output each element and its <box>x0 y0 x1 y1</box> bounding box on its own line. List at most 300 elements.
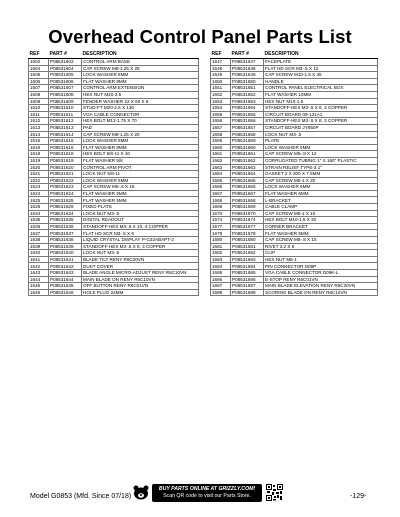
part-number-cell: P08531614 <box>49 131 82 138</box>
description-cell: FLAT WASHER 8MM <box>82 78 199 85</box>
part-number-cell: P08531677 <box>231 223 264 230</box>
header-part: PART # <box>49 52 82 59</box>
table-row <box>29 197 199 204</box>
description-cell: MAIN BLADE ON RENY R6C10VN <box>82 276 199 283</box>
part-number-cell: P08531618 <box>49 151 82 158</box>
ref-cell: 1652 <box>211 91 231 98</box>
page-title: Overhead Control Panel Parts List <box>48 26 352 47</box>
description-cell: LOCK WASHER 5MM <box>82 177 199 184</box>
part-number-cell: P08531686 <box>231 276 264 283</box>
description-cell: CAP SCREW M8-1.25 X 25 <box>82 65 199 72</box>
description-cell: VGA CABLE CONNECTOR <box>82 111 199 118</box>
description-cell: CAP SCREW M5-.8 X 10 <box>264 237 378 244</box>
ref-cell: 1646 <box>29 289 49 296</box>
part-number-cell: P08531668 <box>231 197 264 204</box>
table-row <box>211 98 378 105</box>
description-cell: HOLE PLUG 22MM <box>82 289 199 296</box>
ref-cell: 1669 <box>211 204 231 211</box>
header-description: DESCRIPTION <box>82 52 199 59</box>
part-number-cell: P08531611 <box>49 111 82 118</box>
description-cell: FLAT HD SCR M3-.5 X 12 <box>264 65 378 72</box>
description-cell: STRAIN RELIEF TYPE-3 1" <box>264 164 378 171</box>
ref-cell: 1648 <box>211 65 231 72</box>
table-row <box>29 98 199 105</box>
ref-cell: 1656 <box>211 118 231 125</box>
part-number-cell: P08531656 <box>231 118 264 125</box>
part-number-cell: P08531622 <box>49 177 82 184</box>
ref-cell: 1638 <box>29 237 49 244</box>
part-number-cell: P08531651 <box>231 85 264 92</box>
ref-cell: 1611 <box>29 111 49 118</box>
table-row <box>29 85 199 92</box>
table-row <box>211 151 378 158</box>
ref-cell: 1687 <box>211 283 231 290</box>
description-cell: FLAT WASHER 5MM <box>82 197 199 204</box>
description-cell: CONTROL ARM EXTENSION <box>82 85 199 92</box>
ref-cell: 1680 <box>211 237 231 244</box>
ref-cell: 1613 <box>29 124 49 131</box>
description-cell: CIRCUIT BOARD 09-131A1 <box>264 111 378 118</box>
table-row <box>211 124 378 131</box>
table-row <box>29 223 199 230</box>
part-number-cell: P08531638 <box>49 237 82 244</box>
ref-cell: 1668 <box>211 197 231 204</box>
part-number-cell: P08531665 <box>231 177 264 184</box>
part-number-cell: P08531606 <box>49 78 82 85</box>
table-row <box>29 204 199 211</box>
ref-cell: 1602 <box>29 59 49 66</box>
description-cell: BLADE TILT RENY R6C20VN <box>82 256 199 263</box>
ref-cell: 1654 <box>211 105 231 112</box>
description-cell: CAP SCREW M6-1 X 10 <box>264 210 378 217</box>
part-number-cell: P08531661 <box>231 151 264 158</box>
ref-cell: 1637 <box>29 230 49 237</box>
ref-cell: 1658 <box>211 131 231 138</box>
ref-cell: 1678 <box>211 230 231 237</box>
description-cell: LOCK WASHER 5MM <box>264 144 378 151</box>
table-row <box>211 59 378 66</box>
description-cell: LOCK WASHER 8MM <box>82 138 199 145</box>
description-cell: STANDOFF-HEX M3-.5 X 8, 3 COPPER <box>264 118 378 125</box>
part-number-cell: P08531664 <box>231 171 264 178</box>
ref-cell: 1685 <box>211 270 231 277</box>
ref-cell: 1662 <box>211 157 231 164</box>
ref-cell: 1607 <box>29 85 49 92</box>
ref-cell: 1645 <box>29 283 49 290</box>
header-ref: REF <box>29 52 49 59</box>
description-cell: HEX BOLT M10-1.5 X 30 <box>264 217 378 224</box>
ref-cell: 1665 <box>211 177 231 184</box>
header-ref: REF <box>211 52 231 59</box>
part-number-cell: P08531612 <box>49 118 82 125</box>
ref-cell: 1621 <box>29 171 49 178</box>
description-cell: CAP SCREW M10-1.5 X 45 <box>264 72 378 79</box>
part-number-cell: P08531626 <box>49 204 82 211</box>
part-number-cell: P08531609 <box>49 98 82 105</box>
description-cell: LOCK WASHER 8MM <box>82 72 199 79</box>
table-row <box>29 91 199 98</box>
description-cell: DIGITAL READOUT <box>82 217 199 224</box>
part-number-cell: P08531653 <box>231 98 264 105</box>
description-cell: CORNER BRACKET <box>264 223 378 230</box>
description-cell: CLIP <box>264 250 378 257</box>
table-row <box>29 124 199 131</box>
ref-cell: 1609 <box>29 98 49 105</box>
description-cell: OFF BUTTON RENY R6C01VN <box>82 283 199 290</box>
part-number-cell: P08531621 <box>49 171 82 178</box>
table-row <box>29 118 199 125</box>
description-cell: PAD <box>82 124 199 131</box>
table-row <box>211 131 378 138</box>
footer-model: Model G0853 (Mfd. Since 07/18) <box>30 493 132 500</box>
table-row <box>29 59 199 66</box>
ref-cell: 1642 <box>29 263 49 270</box>
table-row <box>211 223 378 230</box>
table-row <box>211 243 378 250</box>
ref-cell: 1639 <box>29 243 49 250</box>
ref-cell: 1608 <box>29 91 49 98</box>
table-row <box>29 138 199 145</box>
part-number-cell: P08531641 <box>49 256 82 263</box>
table-row <box>211 105 378 112</box>
ref-cell: 1626 <box>29 204 49 211</box>
part-number-cell: P08531605 <box>49 72 82 79</box>
description-cell: BLADE ANGLE MICRO-ADJUST RENY R6C10VN <box>82 270 199 277</box>
description-cell: FLAT WASHER 5MM <box>82 190 199 197</box>
table-row <box>29 184 199 191</box>
part-number-cell: P08531683 <box>231 256 264 263</box>
table-row <box>211 164 378 171</box>
part-number-cell: P08531623 <box>49 184 82 191</box>
table-row <box>211 197 378 204</box>
part-number-cell: P08531635 <box>49 217 82 224</box>
banner-line-2: Scan QR code to visit our Parts Store. <box>163 492 251 499</box>
part-number-cell: P08531639 <box>49 243 82 250</box>
part-number-cell: P08531637 <box>49 230 82 237</box>
description-cell: STANDOFF-HEX M3-.5 X 10, 4 COPPER <box>82 223 199 230</box>
part-number-cell: P08531650 <box>231 78 264 85</box>
ref-cell: 1625 <box>29 197 49 204</box>
table-row <box>211 157 378 164</box>
table-row <box>29 217 199 224</box>
description-cell: FACEPLATE <box>264 59 378 66</box>
table-row <box>29 144 199 151</box>
description-cell: FLAT WASHER 6MM <box>264 190 378 197</box>
description-cell: CONTROL ARM BASE <box>82 59 199 66</box>
table-row <box>211 171 378 178</box>
part-number-cell: P08531649 <box>231 72 264 79</box>
part-number-cell: P08531602 <box>49 59 82 66</box>
description-cell: CORRUGATED TUBING 1" X 160" PLASTIC <box>264 157 378 164</box>
table-row <box>211 78 378 85</box>
ref-cell: 1606 <box>29 78 49 85</box>
table-row <box>211 177 378 184</box>
part-number-cell: P08531640 <box>49 250 82 257</box>
part-number-cell: P08531616 <box>49 144 82 151</box>
description-cell: DUST COVER <box>82 263 199 270</box>
table-row <box>29 230 199 237</box>
part-number-cell: P08531607 <box>49 85 82 92</box>
ref-cell: 1663 <box>211 164 231 171</box>
table-row <box>29 171 199 178</box>
ref-cell: 1677 <box>211 223 231 230</box>
page-number: -129- <box>350 493 367 500</box>
ref-cell: 1619 <box>29 157 49 164</box>
ref-cell: 1623 <box>29 184 49 191</box>
description-cell: LOCK NUT M3-.5 <box>82 250 199 257</box>
ref-cell: 1612 <box>29 118 49 125</box>
table-row <box>29 157 199 164</box>
ref-cell: 1661 <box>211 151 231 158</box>
ref-cell: 1624 <box>29 190 49 197</box>
description-cell: HEX NUT M10-1.5 <box>264 98 378 105</box>
part-number-cell: P08531669 <box>231 204 264 211</box>
part-number-cell: P08531634 <box>49 210 82 217</box>
ref-cell: 1664 <box>211 171 231 178</box>
table-row <box>211 204 378 211</box>
parts-table-right-body <box>211 59 378 296</box>
part-number-cell: P08531646 <box>49 289 82 296</box>
ref-cell: 1614 <box>29 131 49 138</box>
table-row <box>211 138 378 145</box>
table-row <box>211 190 378 197</box>
part-number-cell: P08531655 <box>231 111 264 118</box>
table-row <box>211 256 378 263</box>
header-description: DESCRIPTION <box>264 52 378 59</box>
description-cell: FIXED PLATE <box>82 204 199 211</box>
ref-cell: 1644 <box>29 276 49 283</box>
part-number-cell: P08531667 <box>231 190 264 197</box>
description-cell: HEX BOLT M12-1.75 X 70 <box>82 118 199 125</box>
table-row <box>211 263 378 270</box>
description-cell: CAP SCREW M5-.8 X 16 <box>82 184 199 191</box>
description-cell: FLAT WASHER 8MM <box>82 144 199 151</box>
description-cell: CONTROL ARM PIVOT <box>82 164 199 171</box>
part-number-cell: P08531654 <box>231 105 264 112</box>
ref-cell: 1622 <box>29 177 49 184</box>
part-number-cell: P08531666 <box>231 184 264 191</box>
description-cell: CONTROL PANEL ELECTRICAL BOX <box>264 85 378 92</box>
ref-cell: 1604 <box>29 65 49 72</box>
description-cell: FLAT WASHER 5MM <box>264 230 378 237</box>
ref-cell: 1635 <box>29 217 49 224</box>
description-cell: HEX BOLT 5/8-11 X 10 <box>82 151 199 158</box>
ref-cell: 1618 <box>29 151 49 158</box>
ref-cell: 1636 <box>29 223 49 230</box>
description-cell: E-STOP RENY R6C01VN <box>264 276 378 283</box>
ref-cell: 1634 <box>29 210 49 217</box>
table-row <box>29 131 199 138</box>
table-row <box>211 144 378 151</box>
description-cell: L-BRACKET <box>264 197 378 204</box>
ref-cell: 1651 <box>211 85 231 92</box>
table-row <box>29 276 199 283</box>
part-number-cell: P08531687 <box>231 283 264 290</box>
part-number-cell: P08531678 <box>231 230 264 237</box>
table-row <box>211 276 378 283</box>
description-cell: HEX NUT M20-2.5 <box>82 91 199 98</box>
description-cell: HEX NUT M6-1 <box>264 256 378 263</box>
ref-cell: 1650 <box>211 78 231 85</box>
description-cell: STANDOFF-HEX M3-.5 X 8, 3 COPPER <box>264 105 378 112</box>
part-number-cell: P08531674 <box>231 217 264 224</box>
buy-parts-banner[interactable] <box>152 484 262 502</box>
part-number-cell: P08531648 <box>231 65 264 72</box>
table-row <box>211 230 378 237</box>
table-row <box>29 65 199 72</box>
table-row <box>211 237 378 244</box>
table-row <box>29 237 199 244</box>
part-number-cell: P08531647 <box>231 59 264 66</box>
description-cell: PIN CONNECTOR D09P <box>264 263 378 270</box>
ref-cell: 1653 <box>211 98 231 105</box>
part-number-cell: P08531624 <box>49 190 82 197</box>
description-cell: LOCK NUT M3-.5 <box>264 131 378 138</box>
description-cell: CAP SCREW M8-1.25 X 20 <box>82 131 199 138</box>
table-row <box>211 91 378 98</box>
part-number-cell: P08531615 <box>49 138 82 145</box>
table-row <box>29 263 199 270</box>
description-cell: MAIN BLADE ELEVATION RENY R6C20VN <box>264 283 378 290</box>
part-number-cell: P08531660 <box>231 144 264 151</box>
description-cell: LOCK NUT 5/8-11 <box>82 171 199 178</box>
header-part: PART # <box>231 52 264 59</box>
description-cell: FENDER WASHER 22 X 60 X 8 <box>82 98 199 105</box>
table-row <box>211 283 378 290</box>
table-row <box>29 72 199 79</box>
qr-code-icon[interactable] <box>266 484 283 501</box>
ref-cell: 1647 <box>211 59 231 66</box>
description-cell: GASKET 2 X 300 X 7.5MM <box>264 171 378 178</box>
parts-table-right <box>210 52 378 296</box>
part-number-cell: P08531681 <box>231 243 264 250</box>
table-row <box>29 283 199 290</box>
part-number-cell: P08531643 <box>49 270 82 277</box>
ref-cell: 1616 <box>29 144 49 151</box>
ref-cell: 1681 <box>211 243 231 250</box>
table-row <box>29 78 199 85</box>
parts-table-left <box>28 52 199 296</box>
ref-cell: 1657 <box>211 124 231 131</box>
table-row <box>211 184 378 191</box>
ref-cell: 1667 <box>211 190 231 197</box>
description-cell: SCORING BLADE ON RENY R6C10VN <box>264 289 378 296</box>
ref-cell: 1615 <box>29 138 49 145</box>
table-row <box>211 111 378 118</box>
table-row <box>29 250 199 257</box>
part-number-cell: P08531642 <box>49 263 82 270</box>
description-cell: LIQUID CRYSTAL DISPLAY P-G32ABAPT-2 <box>82 237 199 244</box>
ref-cell: 1686 <box>211 276 231 283</box>
table-row <box>29 105 199 112</box>
part-number-cell: P08531604 <box>49 65 82 72</box>
part-number-cell: P08531613 <box>49 124 82 131</box>
description-cell: FLAT WASHER 5/8 <box>82 157 199 164</box>
table-row <box>29 190 199 197</box>
table-row <box>29 289 199 296</box>
description-cell: FLAT WASHER 10MM <box>264 91 378 98</box>
part-number-cell: P08531657 <box>231 124 264 131</box>
part-number-cell: P08531663 <box>231 164 264 171</box>
description-cell: VGA CABLE CONNECTOR D09K-L <box>264 270 378 277</box>
description-cell: STUD-FT M20-2.5 X 130 <box>82 105 199 112</box>
part-number-cell: P08531685 <box>231 270 264 277</box>
parts-table-left-body <box>29 59 199 296</box>
table-row <box>29 210 199 217</box>
ref-cell: 1666 <box>211 184 231 191</box>
part-number-cell: P08531688 <box>231 289 264 296</box>
ref-cell: 1674 <box>211 217 231 224</box>
table-row <box>211 217 378 224</box>
table-row <box>211 250 378 257</box>
part-number-cell: P08531680 <box>231 237 264 244</box>
ref-cell: 1682 <box>211 250 231 257</box>
part-number-cell: P08531684 <box>231 263 264 270</box>
description-cell: STANDOFF-HEX M3-.5 X 8, 3 COPPER <box>82 243 199 250</box>
table-row <box>211 289 378 296</box>
description-cell: RIVET 3.2 X 6 <box>264 243 378 250</box>
ref-cell: 1605 <box>29 72 49 79</box>
banner-line-1: BUY PARTS ONLINE AT GRIZZLY.COM! <box>158 486 256 492</box>
table-row <box>211 65 378 72</box>
table-row <box>211 85 378 92</box>
table-row <box>29 270 199 277</box>
ref-cell: 1655 <box>211 111 231 118</box>
table-row <box>211 270 378 277</box>
part-number-cell: P08531636 <box>49 223 82 230</box>
part-number-cell: P08531625 <box>49 197 82 204</box>
part-number-cell: P08531670 <box>231 210 264 217</box>
table-row <box>29 164 199 171</box>
description-cell: LOCK WASHER 6MM <box>264 184 378 191</box>
part-number-cell: P08531658 <box>231 131 264 138</box>
ref-cell: 1620 <box>29 164 49 171</box>
ref-cell: 1610 <box>29 105 49 112</box>
description-cell: FLAT HD SCR M3-.5 X 6 <box>82 230 199 237</box>
part-number-cell: P08531608 <box>49 91 82 98</box>
table-row <box>29 177 199 184</box>
ref-cell: 1660 <box>211 144 231 151</box>
part-number-cell: P08531662 <box>231 157 264 164</box>
ref-cell: 1688 <box>211 289 231 296</box>
part-number-cell: P08531620 <box>49 164 82 171</box>
part-number-cell: P08531610 <box>49 105 82 112</box>
ref-cell: 1643 <box>29 270 49 277</box>
ref-cell: 1683 <box>211 256 231 263</box>
description-cell: CAP SCREW M5-.8 X 12 <box>264 151 378 158</box>
part-number-cell: P08531652 <box>231 91 264 98</box>
ref-cell: 1684 <box>211 263 231 270</box>
part-number-cell: P08531645 <box>49 283 82 290</box>
part-number-cell: P08531682 <box>231 250 264 257</box>
part-number-cell: P08531659 <box>231 138 264 145</box>
table-row <box>29 151 199 158</box>
part-number-cell: P08531644 <box>49 276 82 283</box>
grizzly-bear-logo-icon <box>132 484 150 500</box>
table-row <box>29 111 199 118</box>
ref-cell: 1670 <box>211 210 231 217</box>
table-row <box>211 210 378 217</box>
ref-cell: 1641 <box>29 256 49 263</box>
table-row <box>29 256 199 263</box>
description-cell: CAP SCREW M6-1 X 20 <box>264 177 378 184</box>
description-cell: CABLE CLAMP <box>264 204 378 211</box>
table-row <box>29 243 199 250</box>
table-row <box>211 118 378 125</box>
ref-cell: 1649 <box>211 72 231 79</box>
ref-cell: 1659 <box>211 138 231 145</box>
ref-cell: 1640 <box>29 250 49 257</box>
